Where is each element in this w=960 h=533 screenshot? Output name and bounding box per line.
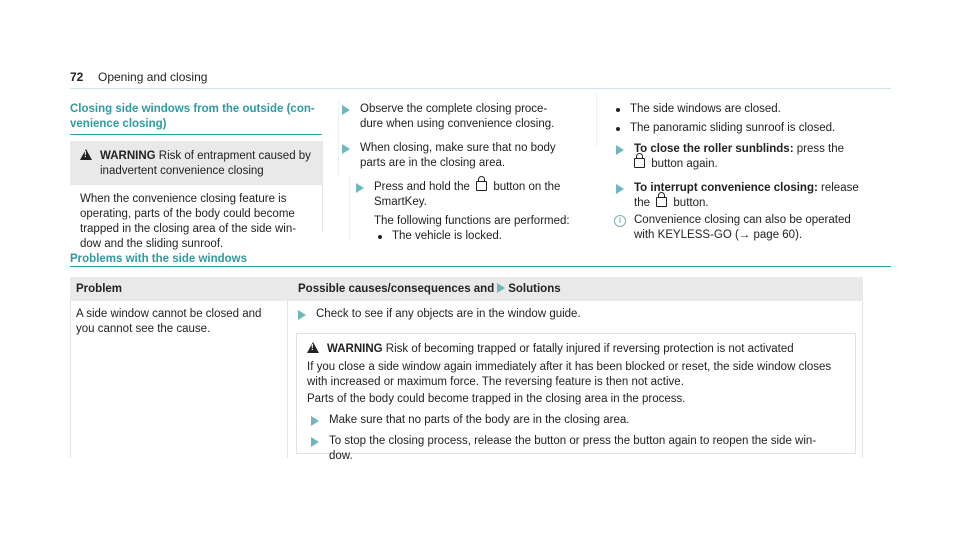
arrow-icon — [311, 437, 319, 447]
step-check-objects: Check to see if any objects are in the window guide. — [294, 307, 859, 322]
warning-icon — [80, 149, 92, 160]
table-border — [862, 301, 863, 458]
warning-step: Make sure that no parts of the body are in the closing area. — [307, 413, 845, 428]
column-divider — [322, 141, 323, 233]
page-number: 72 — [70, 70, 84, 84]
step-press-hold: Press and hold the button on the SmartKey. The following functions are performed: The vehicle is locked. — [352, 180, 592, 244]
warning-icon — [307, 342, 319, 353]
section-rule — [70, 134, 322, 135]
table-divider — [287, 301, 288, 458]
key-lock-icon — [656, 197, 667, 207]
warning-body: When the convenience closing feature is operating, parts of the body could become trapped in the closing area of the side win- dow and the sliding sunroof. — [80, 193, 297, 250]
middle-column — [338, 102, 590, 171]
section-rule — [70, 266, 891, 267]
key-lock-icon — [634, 158, 645, 168]
arrow-icon — [497, 283, 505, 293]
problems-title: Problems with the side windows — [70, 253, 247, 265]
step-bar — [596, 92, 597, 148]
step-interrupt: To interrupt convenience closing: release the button. — [612, 181, 892, 211]
section-label: Opening and closing — [98, 70, 208, 84]
table-header — [70, 277, 863, 301]
problem-cell: A side window cannot be closed and you cannot see the cause. — [76, 308, 262, 335]
bullet-item: The panoramic sliding sunroof is closed. — [612, 121, 892, 136]
arrow-icon — [616, 184, 624, 194]
warning-box — [70, 141, 322, 259]
arrow-icon — [342, 105, 350, 115]
table-warning-box: !WARNING Risk of becoming trapped or fatally injured if reversing protection is not activated If you close a side window again immediately after it has been blocked or reset, the side window closes with increased or maximum force. The reversing feature is then not active. Parts of the body could become trapped in the closing area in the process. Make sure that no parts of the body are in the closing area. To stop the closing process, release the button or press the button again to reopen the side win- dow. — [296, 333, 856, 454]
arrow-icon — [616, 145, 624, 155]
warning-step: To stop the closing process, release the button or press the button again to reopen the side win- dow. — [307, 434, 845, 464]
key-lock-icon — [476, 181, 487, 191]
arrow-icon — [356, 183, 364, 193]
arrow-icon — [298, 310, 306, 320]
bullet-item: The side windows are closed. — [612, 102, 892, 117]
step-roller-sunblinds: To close the roller sunblinds: press the button again. — [612, 142, 892, 172]
col-causes: Possible causes/consequences and Solutions — [298, 283, 561, 295]
table-border — [70, 301, 71, 458]
right-column — [612, 102, 892, 243]
solution-cell — [294, 307, 859, 322]
bullet-item: The vehicle is locked. — [374, 229, 592, 244]
warning-header: !WARNING Risk of entrapment caused by inadvertent convenience closing — [70, 141, 322, 185]
header-rule — [70, 88, 891, 89]
info-note: i Convenience closing can also be operated with KEYLESS-GO (→ page 60). — [612, 213, 892, 243]
step-observe: Observe the complete closing proce- dure when using convenience closing. — [338, 102, 590, 132]
col-problem: Problem — [76, 283, 123, 295]
step-bar — [349, 176, 350, 242]
step-bar — [338, 100, 339, 176]
step-when-closing: When closing, make sure that no body parts are in the closing area. — [338, 141, 590, 171]
arrow-icon — [342, 144, 350, 154]
arrow-icon — [311, 416, 319, 426]
closing-section-title: Closing side windows from the outside (con- venience closing) — [70, 103, 315, 130]
info-icon: i — [614, 215, 626, 227]
